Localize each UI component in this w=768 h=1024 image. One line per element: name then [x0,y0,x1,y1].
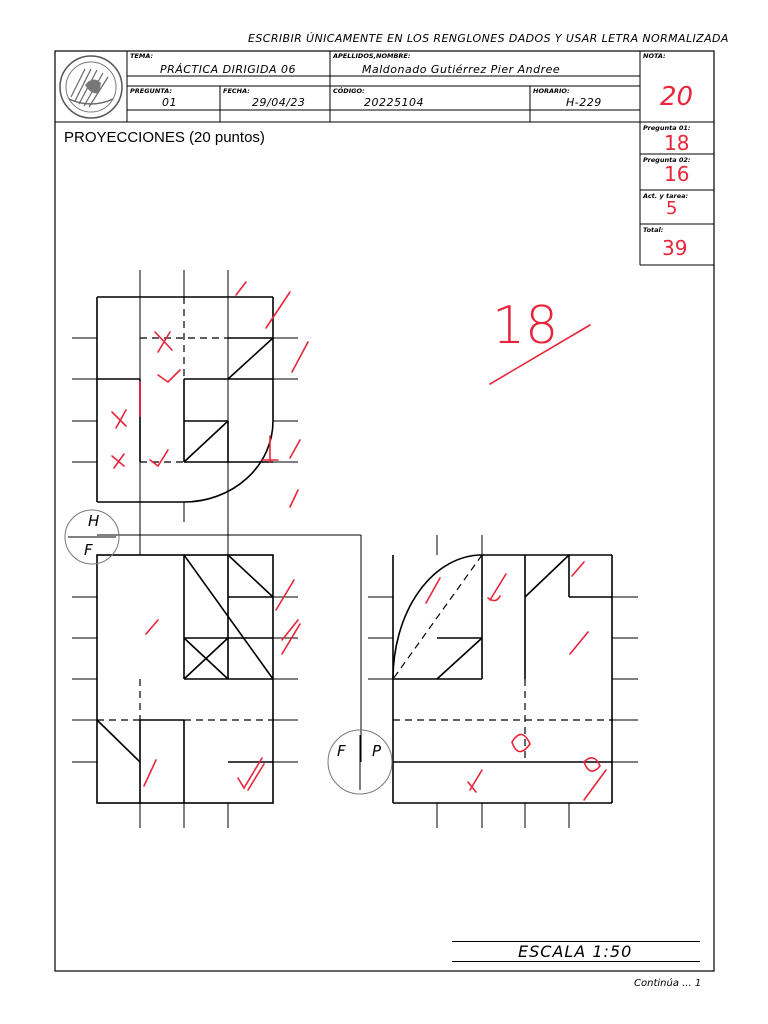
title-block-lines [55,51,714,265]
front-view [72,522,298,828]
pregunta02-value: 16 [664,162,690,186]
horario-label: HORARIO: [533,87,570,95]
act-label: Act. y tarea: [643,192,689,200]
total-value: 39 [662,236,688,260]
label-p: P [372,742,382,760]
pregunta01-value: 18 [664,131,690,155]
escala-label: ESCALA 1:50 [518,942,633,961]
fecha-value: 29/04/23 [252,96,306,109]
label-f-front: F [84,541,93,559]
total-label: Total: [643,226,664,234]
pregunta-label: PREGUNTA: [130,87,172,95]
pregunta01-label: Pregunta 01: [643,124,691,132]
pregunta02-label: Pregunta 02: [643,156,691,164]
red-corrections [112,282,606,800]
header-note: ESCRIBIR ÚNICAMENTE EN LOS RENGLONES DADOS Y USAR LETRA NORMALIZADA [248,32,729,45]
codigo-label: CÓDIGO: [333,87,365,95]
horario-value: H-229 [566,96,602,109]
big-score: 18 [492,296,559,356]
label-f-side: F [337,742,346,760]
apellidos-value: Maldonado Gutiérrez Pier Andree [362,63,561,76]
sheet-frame [55,51,714,971]
fecha-label: FECHA: [223,87,250,95]
escala-line-bottom [452,961,700,962]
page-title: PROYECCIONES (20 puntos) [64,129,265,146]
university-logo [60,56,122,118]
apellidos-label: APELLIDOS,NOMBRE: [333,52,411,60]
nota-mark: 20 [660,82,694,112]
pregunta-value: 01 [162,96,177,109]
footer-continua: Continúa ... 1 [634,978,702,989]
codigo-value: 20225104 [364,96,424,109]
tema-value: PRÁCTICA DIRIGIDA 06 [160,63,297,76]
act-value: 5 [666,198,678,219]
label-h: H [88,512,100,530]
top-view [72,270,298,522]
nota-label: NOTA: [643,52,666,60]
tema-label: TEMA: [130,52,154,60]
